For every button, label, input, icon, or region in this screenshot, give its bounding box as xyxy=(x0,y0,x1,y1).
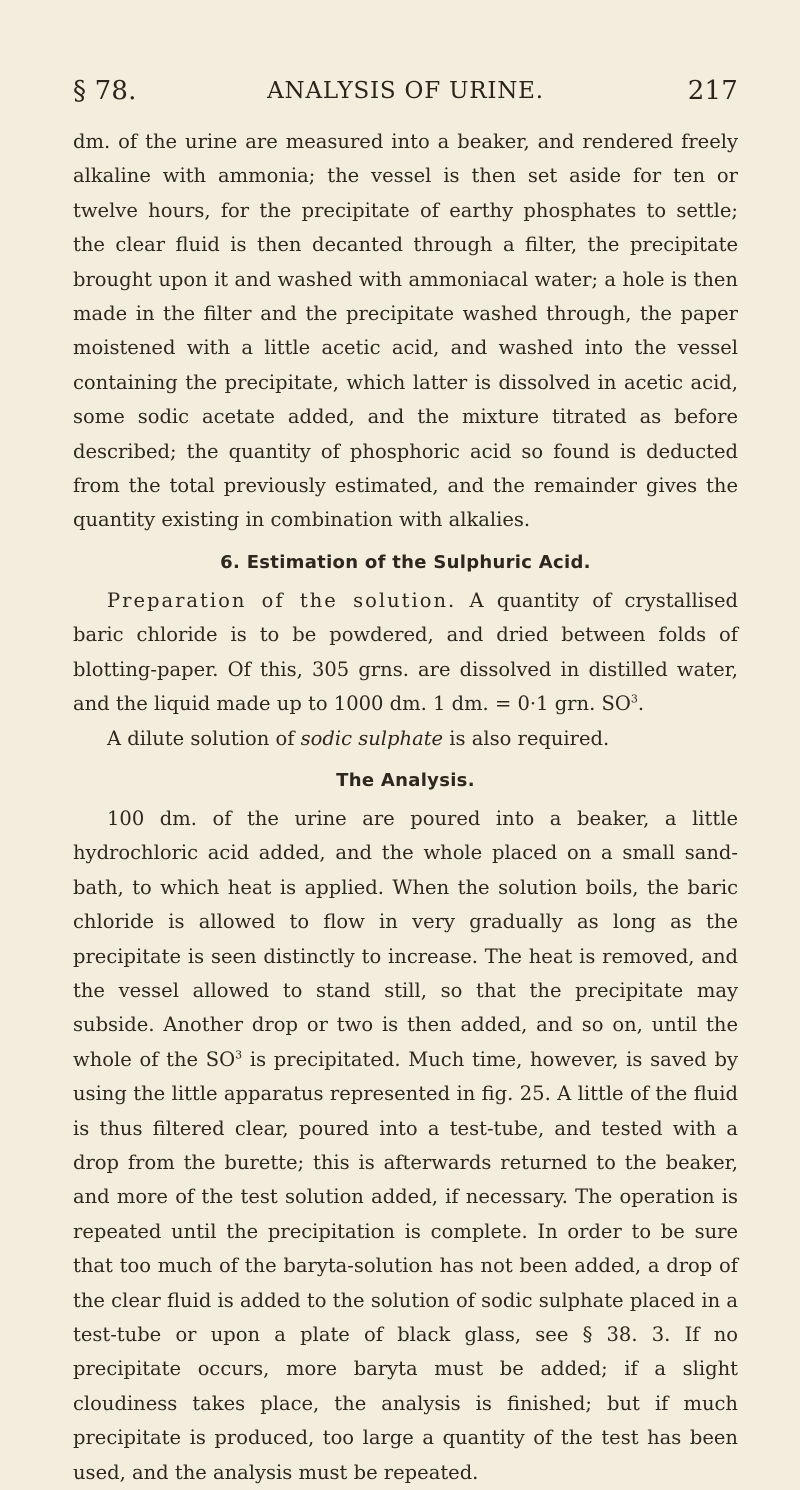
preparation-label: Preparation of the solution. xyxy=(107,588,457,612)
analysis-paragraph xyxy=(73,802,738,1490)
preparation-text-end: . xyxy=(637,692,645,716)
sodic-sulphate-term: sodic sulphate xyxy=(300,726,444,750)
section-number: § 78. xyxy=(73,76,137,106)
dilute-text-end: is also required. xyxy=(443,726,610,750)
so3-superscript: 3 xyxy=(235,1048,243,1062)
so3-superscript: 3 xyxy=(630,692,638,706)
sulphuric-acid-heading: 6. Estimation of the Sulphuric Acid. xyxy=(220,551,591,573)
dilute-solution-paragraph xyxy=(73,722,738,756)
page-number: 217 xyxy=(687,76,738,106)
dilute-text-start: A dilute solution of xyxy=(107,726,301,750)
page-header xyxy=(73,74,738,108)
analysis-heading: The Analysis. xyxy=(336,769,475,791)
preparation-text: A quantity of crystallised baric chloride is to be powdered, and dried between folds of blotting-paper. Of this, 305 grns. are dissolved in distilled water, and the liquid made up to 1000 dm. 1 dm. = 0·1 grn. SO xyxy=(73,588,738,716)
analysis-text-start: 100 dm. of the urine are poured into a beaker, a little hydrochloric acid added, and the whole placed on a small sand-bath, to which heat is applied. When the solution boils, the baric chloride is allowed to flow in very gradually as long as the precipitate is seen distinctly to increase. The heat is removed, and the vessel allowed to stand still, so that the precipitate may subside. Another drop or two is then added, and so on, until the whole of the SO xyxy=(73,806,738,1071)
paragraph-phosphates: dm. of the urine are measured into a beaker, and rendered freely alkaline with ammonia; the vessel is then set aside for ten or twelve hours, for the precipitate of earthy phosphates to settle; the clear fluid is then decanted through a filter, the precipitate brought upon it and washed with ammoniacal water; a hole is then made in the filter and the precipitate washed through, the paper moistened with a little acetic acid, and washed into the vessel containing the precipitate, which latter is dissolved in acetic acid, some sodic acetate added, and the mixture titrated as before described; the quantity of phosphoric acid so found is deducted from the total previously estimated, and the remainder gives the quantity existing in combination with alkalies. xyxy=(73,130,738,532)
analysis-text-end: is precipitated. Much time, however, is saved by using the little apparatus represented in fig. 25. A little of the fluid is thus filtered clear, poured into a test-tube, and tested with a drop from the burette; this is afterwards returned to the beaker, and more of the test solution added, if necessary. The operation is repeated until the precipitation is complete. In order to be sure that too much of the baryta-solution has not been added, a drop of the clear fluid is added to the solution of sodic sulphate placed in a test-tube or upon a plate of black glass, see § 38. 3. If no precipitate occurs, more baryta must be added; if a slight cloudiness takes place, the analysis is finished; but if much precipitate is produced, too large a quantity of the test has been used, and the analysis must be repeated. xyxy=(73,1047,738,1484)
page-body xyxy=(73,125,738,1490)
running-title: ANALYSIS OF URINE. xyxy=(267,78,544,104)
preparation-paragraph xyxy=(73,584,738,722)
